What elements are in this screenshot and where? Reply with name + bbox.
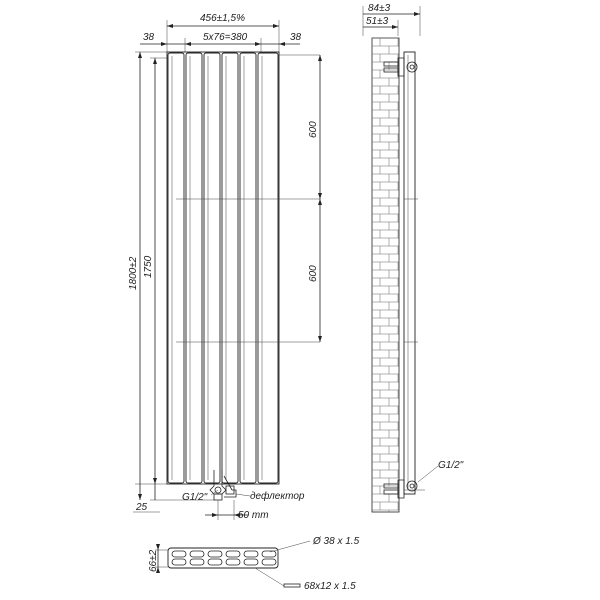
tube-diameter-label: Ø 38 x 1.5 (313, 536, 360, 547)
overall-width-label: 456±1,5% (200, 13, 245, 24)
side-right-label: 38 (290, 32, 302, 43)
inner-height-label: 1750 (143, 255, 154, 278)
brick-wall (372, 38, 399, 512)
flat-profile-symbol (284, 584, 300, 587)
height-600-lower-label: 600 (308, 265, 319, 282)
inlet-thread-side-label: G1/2" (438, 460, 464, 471)
tube (168, 53, 184, 483)
tube (258, 53, 278, 483)
section-view (148, 536, 360, 592)
depth-total-label: 84±3 (368, 3, 391, 14)
tube (222, 53, 238, 483)
center-spacing-label: 5x76=380 (203, 32, 248, 43)
bottom-offset-label: 25 (136, 502, 148, 513)
radiator-side-profile (404, 52, 415, 494)
tube (186, 53, 202, 483)
side-view (363, 3, 464, 512)
tube (204, 53, 220, 483)
pipe-distance-label: 50 mm (238, 510, 269, 521)
section-height-label: 66±2 (148, 549, 159, 572)
height-600-upper-label: 600 (308, 121, 319, 138)
total-height-label: 1800±2 (128, 256, 139, 290)
inlet-thread-front-label: G1/2" (182, 492, 208, 503)
tube (240, 53, 256, 483)
deflector-label: дефлектор (250, 491, 305, 502)
side-left-label: 38 (143, 32, 155, 43)
flat-profile-label: 68x12 x 1.5 (304, 581, 356, 592)
depth-wall-label: 51±3 (366, 16, 389, 27)
front-view (128, 13, 322, 521)
